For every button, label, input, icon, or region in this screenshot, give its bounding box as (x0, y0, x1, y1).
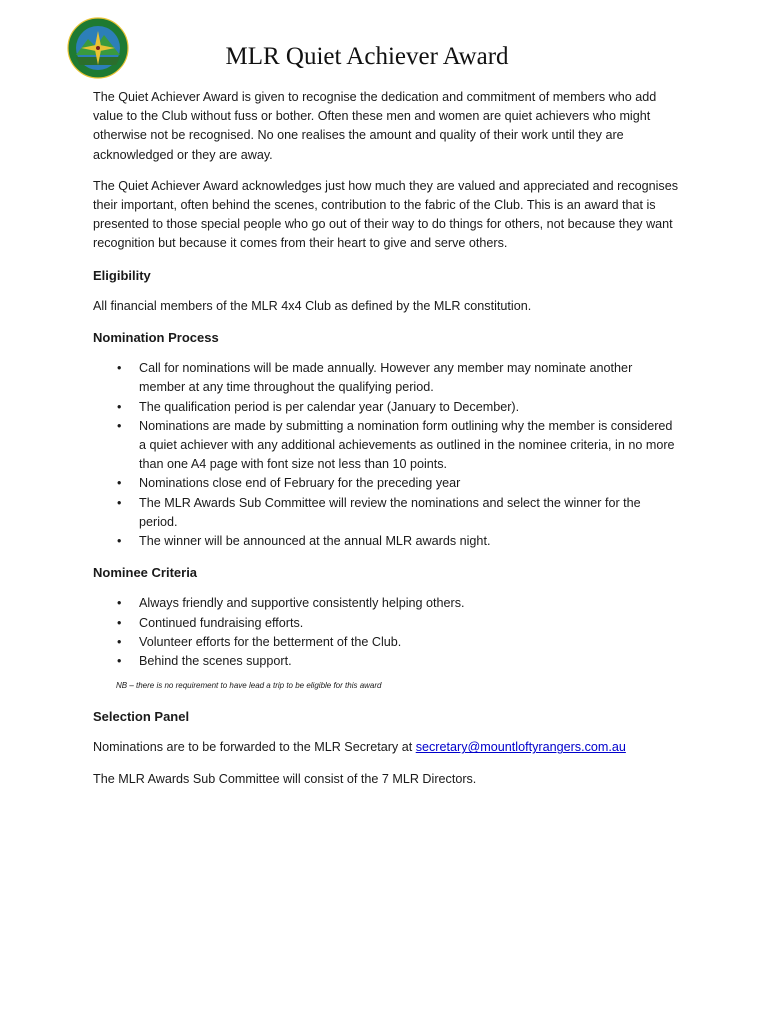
list-item: • Call for nominations will be made annually. However any member may nominate another member at any time throughout the qualifying period. (139, 359, 681, 397)
list-item: • Nominations close end of February for the preceding year (139, 474, 681, 493)
list-item: • Continued fundraising efforts. (139, 614, 681, 633)
eligibility-heading: Eligibility (93, 267, 151, 283)
nominee-criteria-heading: Nominee Criteria (93, 565, 198, 581)
list-item: • The MLR Awards Sub Committee will review the nominations and select the winner for the period. (139, 494, 681, 532)
intro-paragraph: The Quiet Achiever Award is given to recognise the dedication and commitment of members who add value to the Club without fuss or bother. Often these men and women are quiet achievers who might otherwise not be recognised. No one realises the amount and quality of their work until they are acknowledged or they are away. (93, 90, 657, 162)
list-item: • The qualification period is per calendar year (January to December). (139, 398, 681, 417)
list-item: • Nominations are made by submitting a nomination form outlining why the member is considered a quiet achiever with any additional achievements as outlined in the nominee criteria, in no more than one A4 page with font size not less than 10 points. (139, 417, 681, 475)
selection-panel-heading: Selection Panel (93, 709, 190, 725)
secretary-email-link[interactable]: secretary@mountloftyrangers.com.au (415, 740, 626, 755)
list-item: • The winner will be announced at the annual MLR awards night. (139, 532, 681, 551)
committee-text: The MLR Awards Sub Committee will consist of the 7 MLR Directors. (93, 771, 477, 786)
nomination-process-list (93, 359, 681, 551)
nomination-process-heading: Nomination Process (93, 330, 219, 346)
list-item: • Volunteer efforts for the betterment of the Club. (139, 633, 681, 652)
nominee-criteria-list (93, 594, 681, 671)
page-title: MLR Quiet Achiever Award (225, 43, 509, 70)
forward-text: Nominations are to be forwarded to the MLR Secretary at (93, 740, 416, 755)
forward-paragraph (93, 738, 681, 757)
criteria-note: NB – there is no requirement to have lead a trip to be eligible for this award (116, 681, 382, 691)
list-item: • Always friendly and supportive consistently helping others. (139, 594, 681, 613)
document-body (93, 88, 681, 801)
eligibility-text: All financial members of the MLR 4x4 Club as defined by the MLR constitution. (93, 298, 532, 313)
list-item: • Behind the scenes support. (139, 652, 681, 671)
intro-paragraph: The Quiet Achiever Award acknowledges just how much they are valued and appreciated and recognises their important, often behind the scenes, contribution to the fabric of the Club. This is an award that is presented to those special people who go out of their way to do things for others, not because they want recognition but because it comes from their heart to give and serve others. (93, 178, 679, 251)
